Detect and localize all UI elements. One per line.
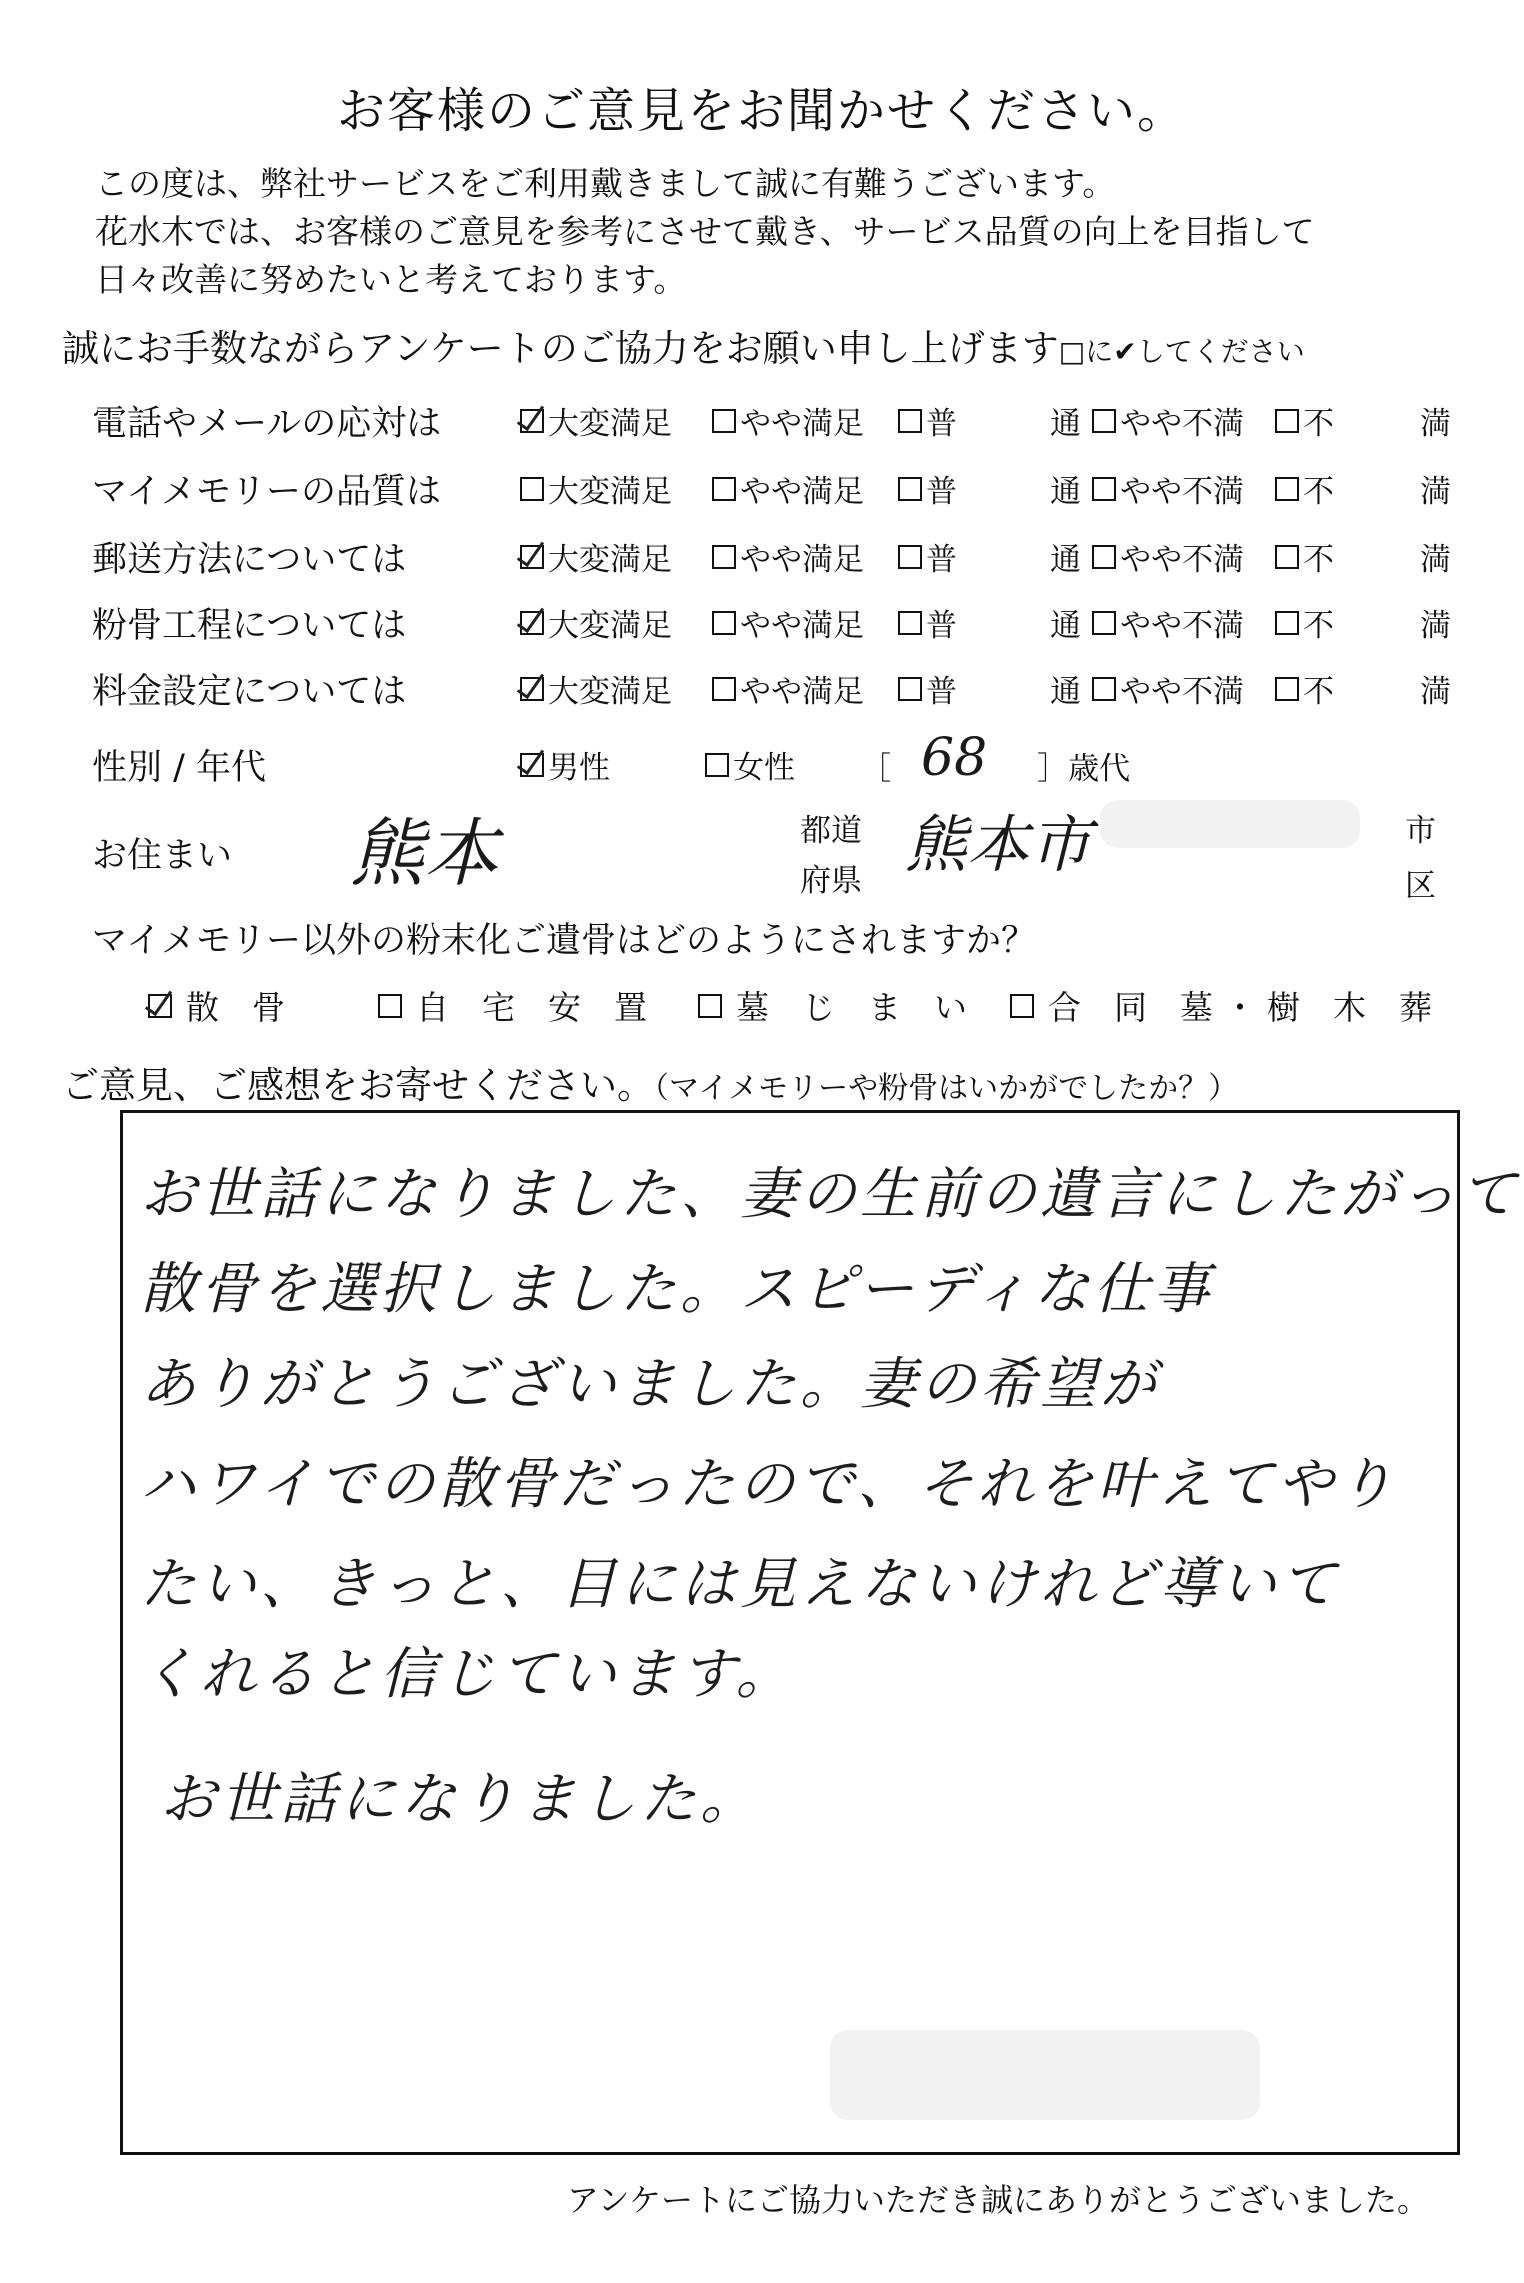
- gender-male-option[interactable]: [520, 742, 610, 787]
- disposal-checkbox[interactable]: [698, 994, 722, 1018]
- rating-option[interactable]: [1092, 398, 1244, 443]
- rating-option-label: 普: [926, 542, 957, 578]
- rating-option-label: 通: [1050, 542, 1081, 578]
- intro-line-1: この度は、弊社サービスをご利用戴きまして誠に有難うございます。: [95, 164, 1116, 203]
- rating-option[interactable]: [1275, 534, 1334, 579]
- rating-row-label: 粉骨工程については: [92, 606, 407, 646]
- disposal-option[interactable]: [698, 982, 967, 1029]
- comment-line: 散骨を選択しました。スピーディな仕事: [140, 1257, 1214, 1322]
- rating-option[interactable]: [520, 466, 672, 511]
- rating-checkbox[interactable]: [520, 611, 544, 635]
- rating-option-label: 満: [1420, 674, 1451, 710]
- disposal-checkbox[interactable]: [1010, 994, 1034, 1018]
- rating-option-label: 大変満足: [548, 674, 672, 710]
- rating-checkbox[interactable]: [520, 677, 544, 701]
- intro-line-3: 日々改善に努めたいと考えております。: [95, 260, 687, 299]
- rating-checkbox[interactable]: [712, 677, 736, 701]
- rating-checkbox[interactable]: [1275, 545, 1299, 569]
- rating-option-label: やや不満: [1120, 608, 1244, 644]
- disposal-option-label: 墓 じ ま い: [736, 988, 967, 1027]
- address-fuken-label: 府県: [800, 863, 862, 899]
- address-label: お住まい: [92, 836, 233, 876]
- comment-line: お世話になりました、妻の生前の遺言にしたがって: [140, 1162, 1520, 1227]
- rating-option[interactable]: [712, 534, 864, 579]
- comment-heading-text: ご意見、ご感想をお寄せください。: [62, 1064, 654, 1107]
- age-value: 68: [921, 728, 988, 788]
- rating-option[interactable]: [520, 666, 672, 711]
- comment-line: くれると信じています。: [140, 1642, 796, 1707]
- rating-option-label: 満: [1420, 608, 1451, 644]
- rating-option-label: 満: [1420, 406, 1451, 442]
- rating-checkbox[interactable]: [898, 545, 922, 569]
- rating-option[interactable]: [898, 466, 957, 511]
- rating-checkbox[interactable]: [1092, 477, 1116, 501]
- disposal-question: マイメモリー以外の粉末化ご遺骨はどのようにされますか？: [92, 921, 1036, 961]
- rating-option-label: 不: [1303, 542, 1334, 578]
- rating-option[interactable]: [520, 398, 672, 443]
- rating-option-label: やや不満: [1120, 474, 1244, 510]
- rating-checkbox[interactable]: [1092, 611, 1116, 635]
- rating-option-label: やや不満: [1120, 542, 1244, 578]
- rating-option-label: やや不満: [1120, 674, 1244, 710]
- address-city: 熊本市: [905, 808, 1092, 881]
- comment-subheading: （マイメモリーや粉骨はいかがでしたか？）: [654, 1071, 1239, 1106]
- rating-option-label: 大変満足: [548, 608, 672, 644]
- rating-option[interactable]: [898, 666, 957, 711]
- rating-option[interactable]: [1092, 666, 1244, 711]
- check-instruction: □に✔してください: [1058, 335, 1305, 368]
- rating-checkbox[interactable]: [712, 545, 736, 569]
- rating-option[interactable]: [1092, 600, 1244, 645]
- disposal-checkbox[interactable]: [378, 994, 402, 1018]
- rating-row-label: 郵送方法については: [92, 540, 407, 580]
- rating-checkbox[interactable]: [1275, 409, 1299, 433]
- rating-checkbox[interactable]: [520, 477, 544, 501]
- gender-female-option[interactable]: [705, 742, 795, 787]
- rating-option-label: やや満足: [740, 542, 864, 578]
- rating-option-label: 大変満足: [548, 474, 672, 510]
- rating-checkbox[interactable]: [1092, 545, 1116, 569]
- rating-option-label: 通: [1050, 674, 1081, 710]
- rating-option[interactable]: [712, 398, 864, 443]
- rating-option-label: 不: [1303, 608, 1334, 644]
- rating-option[interactable]: [712, 666, 864, 711]
- disposal-option-label: 自 宅 安 置: [416, 988, 647, 1027]
- rating-option[interactable]: [898, 600, 957, 645]
- rating-option-label: 大変満足: [548, 406, 672, 442]
- intro-line-2: 花水木では、お客様のご意見を参考にさせて戴き、サービス品質の向上を目指して: [95, 212, 1315, 251]
- rating-option-label: 通: [1050, 608, 1081, 644]
- rating-option[interactable]: [898, 534, 957, 579]
- rating-option[interactable]: [1275, 398, 1334, 443]
- address-shi-label: 市: [1405, 813, 1436, 849]
- gender-male-checkbox[interactable]: [520, 753, 544, 777]
- rating-checkbox[interactable]: [712, 409, 736, 433]
- gender-age-label: 性別 / 年代: [92, 748, 267, 788]
- rating-option[interactable]: [1275, 466, 1334, 511]
- rating-option-label: 満: [1420, 474, 1451, 510]
- rating-checkbox[interactable]: [898, 409, 922, 433]
- rating-checkbox[interactable]: [898, 611, 922, 635]
- rating-option: [1420, 534, 1451, 579]
- rating-option-label: やや不満: [1120, 406, 1244, 442]
- rating-checkbox[interactable]: [1275, 611, 1299, 635]
- rating-option: [1050, 666, 1081, 711]
- survey-lead: [62, 318, 1305, 372]
- rating-option-label: 満: [1420, 542, 1451, 578]
- rating-checkbox[interactable]: [712, 477, 736, 501]
- redaction-patch: [830, 2030, 1260, 2120]
- rating-option[interactable]: [520, 534, 672, 579]
- comment-line: ありがとうございました。妻の希望が: [140, 1352, 1160, 1417]
- rating-option: [1420, 466, 1451, 511]
- rating-option: [1050, 466, 1081, 511]
- disposal-option[interactable]: [148, 982, 285, 1029]
- rating-option[interactable]: [1275, 600, 1334, 645]
- rating-checkbox[interactable]: [1092, 677, 1116, 701]
- rating-option-label: やや満足: [740, 406, 864, 442]
- rating-row-label: マイメモリーの品質は: [92, 472, 441, 512]
- page-title: お客様のご意見をお聞かせください。: [336, 83, 1187, 139]
- rating-row-label: 料金設定については: [92, 672, 407, 712]
- rating-option[interactable]: [1092, 534, 1244, 579]
- age-bracket-open: ［: [860, 750, 891, 787]
- rating-option: [1050, 600, 1081, 645]
- rating-checkbox[interactable]: [898, 477, 922, 501]
- rating-option: [1050, 398, 1081, 443]
- disposal-option-label: 合 同 墓 ・ 樹 木 葬: [1048, 988, 1432, 1027]
- rating-option: [1420, 398, 1451, 443]
- rating-option: [1050, 534, 1081, 579]
- gender-female-checkbox[interactable]: [705, 753, 729, 777]
- comment-heading: [62, 1055, 1238, 1109]
- gender-female-label: 女性: [733, 750, 795, 786]
- rating-checkbox[interactable]: [520, 545, 544, 569]
- gender-male-label: 男性: [548, 750, 610, 786]
- redaction-patch: [1100, 800, 1360, 848]
- age-field[interactable]: [860, 728, 1131, 788]
- rating-option-label: 不: [1303, 474, 1334, 510]
- address-ku-label: 区: [1405, 868, 1436, 904]
- survey-lead-text: 誠にお手数ながらアンケートのご協力をお願い申し上げます: [62, 327, 1059, 370]
- rating-option-label: 不: [1303, 406, 1334, 442]
- comment-line: お世話になりました。: [160, 1767, 760, 1832]
- rating-option[interactable]: [898, 398, 957, 443]
- rating-option-label: 普: [926, 406, 957, 442]
- rating-option[interactable]: [1275, 666, 1334, 711]
- rating-option[interactable]: [712, 600, 864, 645]
- disposal-checkbox[interactable]: [148, 994, 172, 1018]
- address-todo-label: 都道: [800, 813, 862, 849]
- rating-option-label: 通: [1050, 406, 1081, 442]
- rating-option[interactable]: [520, 600, 672, 645]
- rating-option-label: やや満足: [740, 474, 864, 510]
- rating-option-label: 不: [1303, 674, 1334, 710]
- rating-checkbox[interactable]: [1275, 477, 1299, 501]
- age-bracket-close: ］歳代: [1037, 750, 1131, 787]
- rating-option[interactable]: [712, 466, 864, 511]
- rating-checkbox[interactable]: [520, 409, 544, 433]
- rating-option-label: 普: [926, 474, 957, 510]
- thank-you-footer: アンケートにご協力いただき誠にありがとうございました。: [566, 2181, 1429, 2219]
- rating-checkbox[interactable]: [1275, 677, 1299, 701]
- rating-option-label: 普: [926, 674, 957, 710]
- rating-option-label: やや満足: [740, 608, 864, 644]
- rating-checkbox[interactable]: [712, 611, 736, 635]
- rating-option-label: 普: [926, 608, 957, 644]
- disposal-option-label: 散 骨: [186, 988, 285, 1027]
- rating-option: [1420, 666, 1451, 711]
- rating-option: [1420, 600, 1451, 645]
- address-prefecture: 熊本: [350, 811, 498, 897]
- rating-checkbox[interactable]: [1092, 409, 1116, 433]
- disposal-option[interactable]: [378, 982, 647, 1029]
- disposal-option[interactable]: [1010, 982, 1432, 1029]
- rating-option-label: 通: [1050, 474, 1081, 510]
- rating-option-label: やや満足: [740, 674, 864, 710]
- rating-option[interactable]: [1092, 466, 1244, 511]
- rating-row-label: 電話やメールの応対は: [92, 404, 442, 444]
- comment-line: たい、きっと、目には見えないけれど導いて: [140, 1552, 1340, 1617]
- rating-option-label: 大変満足: [548, 542, 672, 578]
- comment-line: ハワイでの散骨だったので、それを叶えてやり: [140, 1452, 1398, 1517]
- rating-checkbox[interactable]: [898, 677, 922, 701]
